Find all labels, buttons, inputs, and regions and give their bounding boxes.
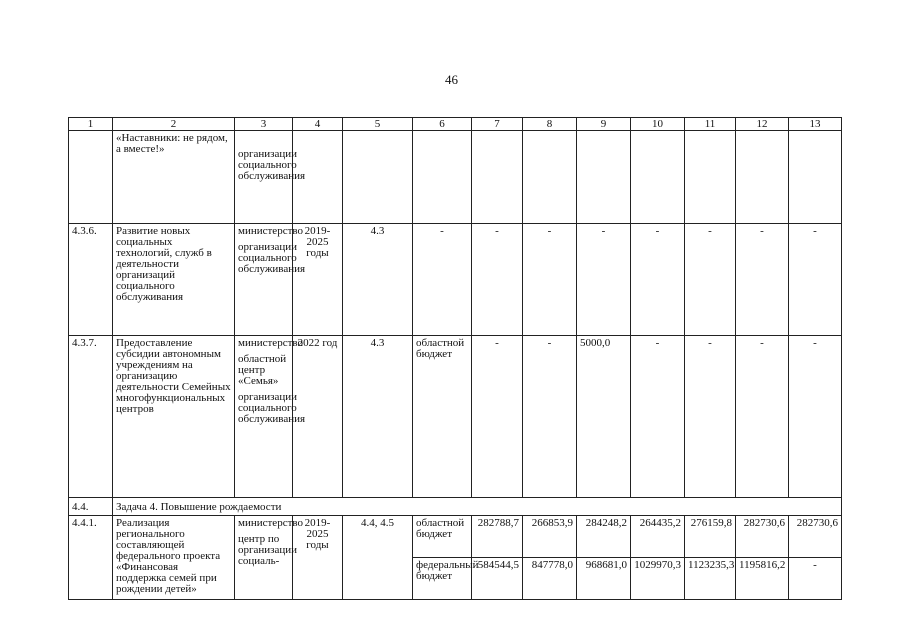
cell-v8: - <box>523 336 577 498</box>
cell-name: «Наставники: не рядом, а вместе!» <box>113 131 235 224</box>
table-row <box>69 224 842 336</box>
exec-item: центр по организации социаль- <box>238 533 298 567</box>
cell-v7: - <box>472 336 523 498</box>
table-row <box>69 336 842 498</box>
cell-v10: 1029970,3 <box>631 558 685 600</box>
col-header: 4 <box>293 118 343 131</box>
cell-v11: 276159,8 <box>685 516 736 558</box>
cell-num <box>69 131 113 224</box>
cell-name: Предоставление субсидии автономным учреждениям на организацию деятельности Семейных многофункциональных центров <box>113 336 235 498</box>
task-row <box>69 498 842 516</box>
cell-v10: - <box>631 224 685 336</box>
col-header: 3 <box>235 118 293 131</box>
col-header: 1 <box>69 118 113 131</box>
task-num: 4.4. <box>69 498 113 516</box>
cell-v13: - <box>789 336 842 498</box>
exec-item: организации социального обслуживания <box>238 148 306 182</box>
col-header: 13 <box>789 118 842 131</box>
task-title: Задача 4. Повышение рождаемости <box>113 498 842 516</box>
cell-v10 <box>631 131 685 224</box>
cell-period: 2019-2025 годы <box>293 224 343 336</box>
cell-source: областной бюджет <box>413 516 472 558</box>
col-header: 11 <box>685 118 736 131</box>
cell-v9 <box>577 131 631 224</box>
table-row <box>69 131 842 224</box>
cell-v12 <box>736 131 789 224</box>
col-header: 5 <box>343 118 413 131</box>
cell-v9: - <box>577 224 631 336</box>
cell-v12: - <box>736 224 789 336</box>
col-header: 10 <box>631 118 685 131</box>
cell-name: Развитие новых социальных технологий, служб в деятельности организаций социального обслуживания <box>113 224 235 336</box>
cell-exec <box>235 131 306 224</box>
cell-v13 <box>789 131 842 224</box>
cell-v10: 264435,2 <box>631 516 685 558</box>
cell-v12: - <box>736 336 789 498</box>
cell-exec <box>235 516 304 600</box>
exec-item: министерство <box>238 517 304 529</box>
cell-source: - <box>413 224 472 336</box>
cell-v11: 1123235,3 <box>685 558 736 600</box>
cell-v7: 282788,7 <box>472 516 523 558</box>
col-header: 6 <box>413 118 472 131</box>
exec-item: организации социального обслуживания <box>238 241 306 275</box>
cell-v9: 968681,0 <box>577 558 631 600</box>
cell-v8: 266853,9 <box>523 516 577 558</box>
exec-item: областной центр «Семья» <box>238 353 287 387</box>
col-header: 9 <box>577 118 631 131</box>
exec-item: организации социального обслуживания <box>238 391 306 425</box>
cell-v8: 847778,0 <box>523 558 577 600</box>
cell-indicators <box>343 131 413 224</box>
cell-source: федеральный бюджет <box>413 558 472 600</box>
cell-exec <box>235 224 306 336</box>
cell-source: областной бюджет <box>413 336 472 498</box>
cell-v9: 5000,0 <box>577 336 631 498</box>
cell-v7 <box>472 131 523 224</box>
cell-v8: - <box>523 224 577 336</box>
cell-v11: - <box>685 336 736 498</box>
cell-name: Реализация регионального составляющей федерального проекта «Финансовая поддержка семей при рождении детей» <box>113 516 235 600</box>
cell-num: 4.4.1. <box>69 516 113 600</box>
cell-v7: 584544,5 <box>472 558 523 600</box>
cell-period: 2019-2025 годы <box>293 516 343 600</box>
col-header: 8 <box>523 118 577 131</box>
exec-item: министерство <box>238 225 304 237</box>
cell-indicators: 4.4, 4.5 <box>343 516 413 600</box>
cell-v12: 1195816,2 <box>736 558 789 600</box>
cell-num: 4.3.6. <box>69 224 113 336</box>
cell-v11: - <box>685 224 736 336</box>
cell-indicators: 4.3 <box>343 224 413 336</box>
cell-v8 <box>523 131 577 224</box>
cell-v9: 284248,2 <box>577 516 631 558</box>
cell-v13: 282730,6 <box>789 516 842 558</box>
column-number-row <box>69 118 842 131</box>
cell-v10: - <box>631 336 685 498</box>
cell-v12: 282730,6 <box>736 516 789 558</box>
program-table <box>68 117 842 600</box>
cell-period: 2022 год <box>293 336 343 498</box>
col-header: 7 <box>472 118 523 131</box>
col-header: 2 <box>113 118 235 131</box>
exec-item: министерство <box>238 337 304 349</box>
cell-v11 <box>685 131 736 224</box>
cell-source <box>413 131 472 224</box>
cell-v13: - <box>789 224 842 336</box>
table-row <box>69 516 842 558</box>
col-header: 12 <box>736 118 789 131</box>
cell-exec <box>235 336 306 498</box>
page-number: 46 <box>445 72 458 87</box>
cell-num: 4.3.7. <box>69 336 113 498</box>
cell-indicators: 4.3 <box>343 336 413 498</box>
cell-v13: - <box>789 558 842 600</box>
cell-v7: - <box>472 224 523 336</box>
